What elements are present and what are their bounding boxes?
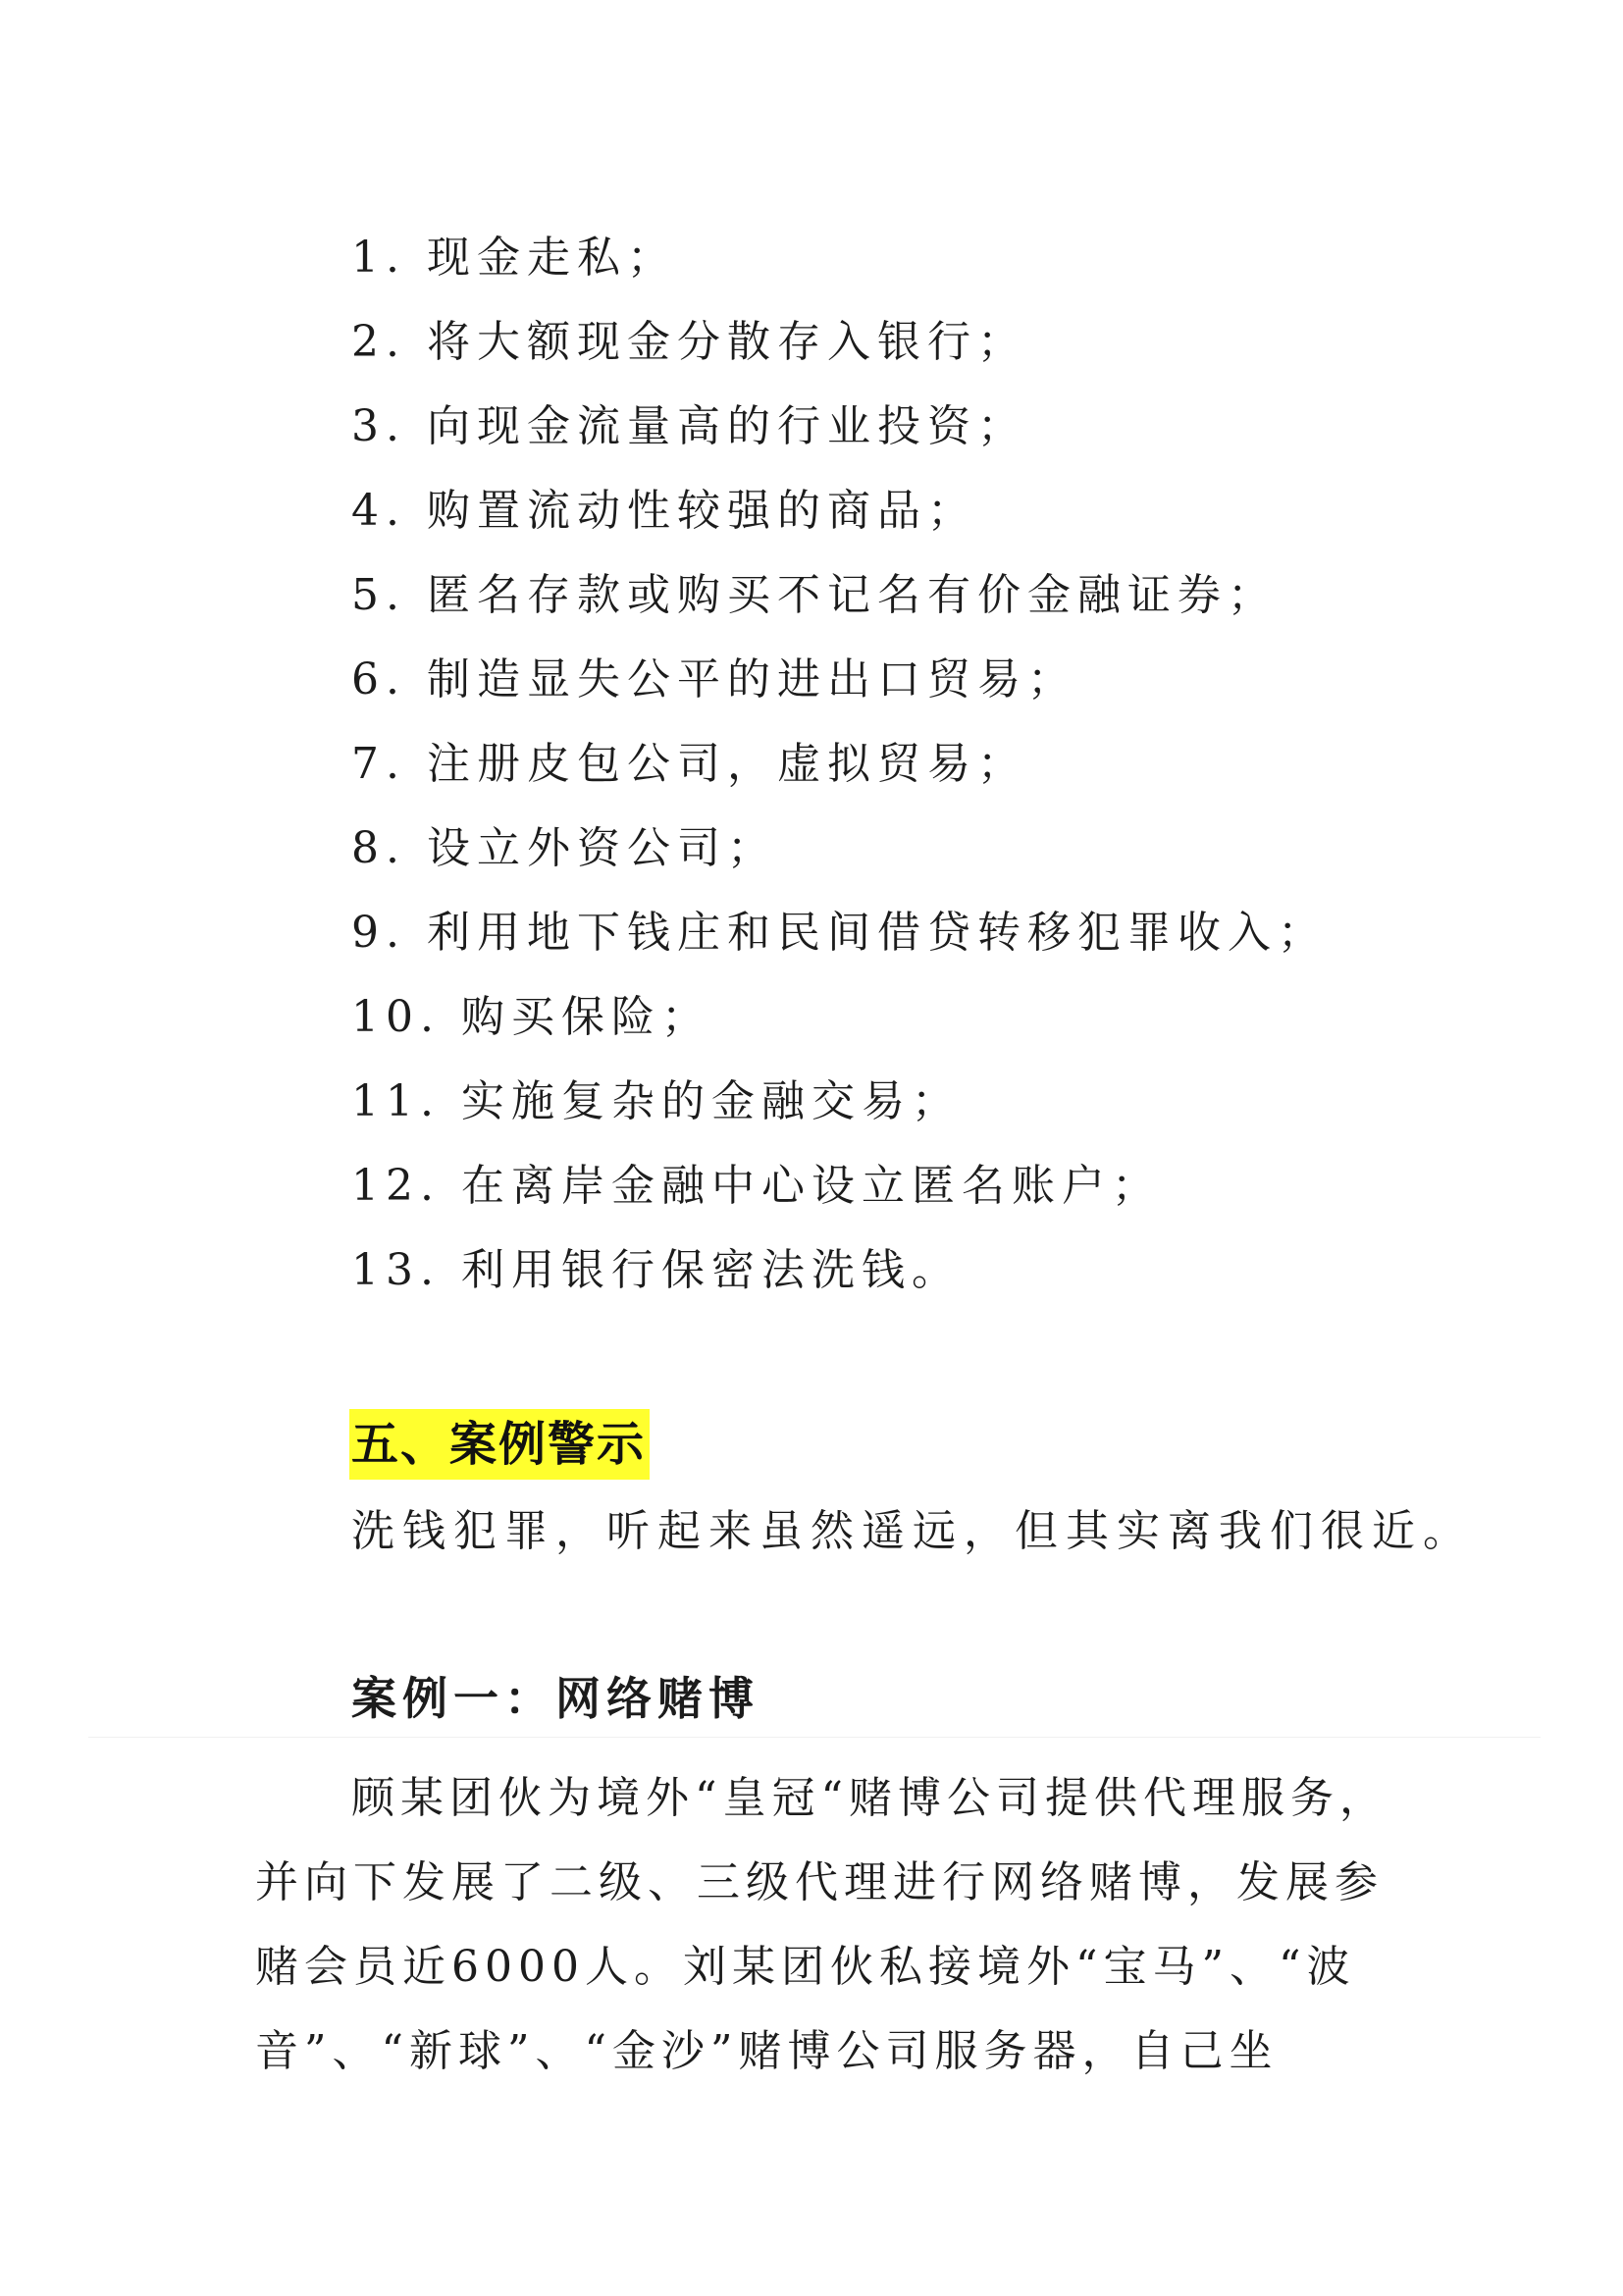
list-item: 8. 设立外资公司；	[351, 823, 777, 873]
list-item: 12. 在离岸金融中心设立匿名账户；	[351, 1161, 1162, 1211]
list-item: 4. 购置流动性较强的商品；	[351, 486, 977, 536]
paragraph-line: 赌会员近6000人。刘某团伙私接境外“宝马”、“波	[255, 1942, 1356, 1992]
list-item: 6. 制造显失公平的进出口贸易；	[351, 654, 1077, 704]
list-item: 3. 向现金流量高的行业投资；	[351, 401, 1027, 451]
list-item: 11. 实施复杂的金融交易；	[351, 1076, 962, 1126]
section-heading: 五、案例警示	[349, 1409, 650, 1480]
paragraph-line: 顾某团伙为境外“皇冠“赌博公司提供代理服务，	[351, 1773, 1388, 1823]
list-item: 9. 利用地下钱庄和民间借贷转移犯罪收入；	[351, 908, 1328, 958]
paragraph-line: 音”、“新球”、“金沙”赌博公司服务器，自己坐	[255, 2026, 1279, 2076]
list-item: 13. 利用银行保密法洗钱。	[351, 1245, 962, 1295]
case-paragraph	[255, 1756, 1388, 2094]
intro-paragraph: 洗钱犯罪，听起来虽然遥远，但其实离我们很近。	[351, 1506, 1474, 1556]
list-item: 2. 将大额现金分散存入银行；	[351, 317, 1027, 367]
list-item: 10. 购买保险；	[351, 992, 711, 1042]
paragraph-line: 并向下发展了二级、三级代理进行网络赌博，发展参	[255, 1857, 1384, 1907]
list-item: 5. 匿名存款或购买不记名有价金融证券；	[351, 570, 1278, 620]
case-title: 案例一：网络赌博	[351, 1672, 759, 1725]
laundering-methods-list	[351, 228, 1328, 1325]
list-item: 7. 注册皮包公司，虚拟贸易；	[351, 739, 1027, 789]
list-item: 1. 现金走私；	[351, 233, 677, 283]
scan-artifact-line	[88, 1737, 1541, 1738]
